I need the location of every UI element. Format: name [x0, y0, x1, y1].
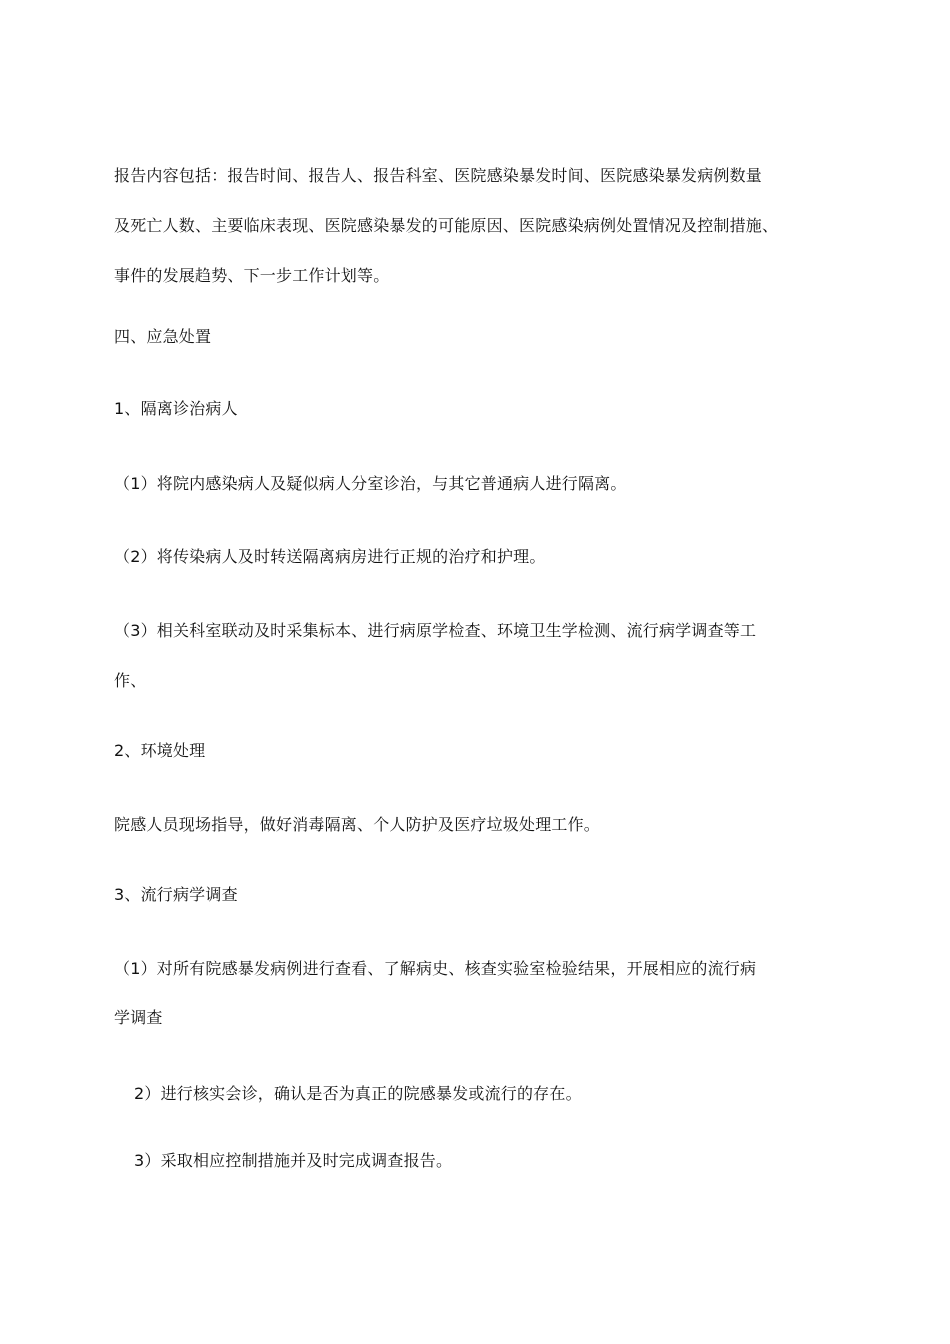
- subsection-heading: 2、环境处理: [114, 741, 206, 760]
- paragraph-line: 报告内容包括：报告时间、报告人、报告科室、医院感染暴发时间、医院感染暴发病例数量: [114, 166, 763, 185]
- paragraph-line: 及死亡人数、主要临床表现、医院感染暴发的可能原因、医院感染病例处置情况及控制措施、: [114, 216, 779, 235]
- list-item: （3）相关科室联动及时采集标本、进行病原学检查、环境卫生学检测、流行病学调查等工: [114, 621, 757, 640]
- list-item: （1）对所有院感暴发病例进行查看、了解病史、核查实验室检验结果，开展相应的流行病: [114, 959, 757, 978]
- list-item: （2）将传染病人及时转送隔离病房进行正规的治疗和护理。: [114, 547, 546, 566]
- list-item: 2）进行核实会诊，确认是否为真正的院感暴发或流行的存在。: [134, 1084, 582, 1103]
- paragraph-line: 院感人员现场指导，做好消毒隔离、个人防护及医疗垃圾处理工作。: [114, 815, 601, 834]
- subsection-heading: 3、流行病学调查: [114, 885, 238, 904]
- list-item-continuation: 学调查: [114, 1008, 163, 1027]
- list-item: （1）将院内感染病人及疑似病人分室诊治，与其它普通病人进行隔离。: [114, 474, 627, 493]
- list-item: 3）采取相应控制措施并及时完成调查报告。: [134, 1151, 453, 1170]
- subsection-heading: 1、隔离诊治病人: [114, 399, 238, 418]
- paragraph-line: 事件的发展趋势、下一步工作计划等。: [114, 266, 390, 285]
- list-item-continuation: 作、: [114, 671, 147, 690]
- section-heading: 四、应急处置: [114, 327, 212, 346]
